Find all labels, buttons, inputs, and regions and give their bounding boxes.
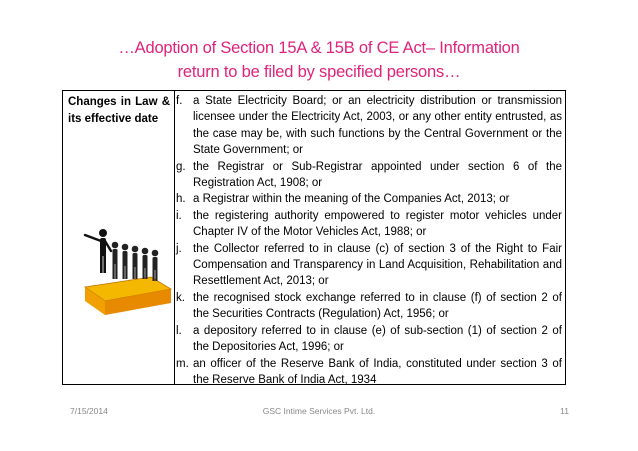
footer-page-number: 11 (560, 406, 569, 416)
item-text: the Registrar or Sub-Registrar appointed under section 6 of the Registration Act, 1908; or (193, 160, 562, 190)
title-line-1: …Adoption of Section 15A & 15B of CE Act– Information (118, 39, 520, 57)
item-marker: j. (176, 242, 182, 255)
item-marker: i. (176, 209, 182, 222)
item-marker: f. (176, 95, 183, 107)
changes-in-law-label: Changes in Law & its effective date (68, 96, 170, 125)
list-item (176, 93, 562, 159)
item-marker: m. (176, 357, 189, 370)
footer-date: 7/15/2014 (70, 406, 108, 416)
item-text: the Collector referred to in clause (c) of section 3 of the Right to Fair Compensation and Transparency in Land Acquisition, Rehabilitation and Resettlement Act, 2013; or (193, 242, 562, 288)
item-text: a State Electricity Board; or an electricity distribution or transmission licensee under the Electricity Act, 2003, or any other entity entrusted, as the case may be, with such functions by the Central Government or the State Government; or (193, 95, 562, 157)
left-column (63, 91, 175, 384)
list-item (176, 241, 562, 290)
item-marker: h. (176, 193, 186, 206)
list-item (176, 356, 562, 389)
item-text: the registering authority empowered to register motor vehicles under Chapter IV of the Motor Vehicles Act, 1988; or (193, 209, 562, 239)
item-marker: l. (176, 324, 182, 337)
item-marker: k. (176, 291, 185, 304)
leader-pointing-figures-icon (81, 211, 173, 321)
item-marker: g. (176, 160, 186, 173)
list-item (176, 159, 562, 192)
content-table (62, 90, 566, 385)
list-item (176, 323, 562, 356)
list-item (176, 290, 562, 323)
item-text: the recognised stock exchange referred to in clause (f) of section 2 of the Securities Contracts (Regulation) Act, 1956; or (193, 291, 562, 321)
list-item (176, 208, 562, 241)
list-item (176, 191, 562, 207)
item-text: a depository referred to in clause (e) of sub-section (1) of section 2 of the Depositories Act, 1996; or (193, 324, 562, 354)
footer-company: GSC Intime Services Pvt. Ltd. (262, 406, 376, 416)
title-line-2: return to be filed by specified persons… (177, 63, 461, 81)
item-text: a Registrar within the meaning of the Companies Act, 2013; or (193, 193, 510, 206)
slide-title (0, 36, 638, 84)
item-text: an officer of the Reserve Bank of India, constituted under section 3 of the Reserve Bank of India Act, 1934 (193, 357, 562, 386)
provisions-list (176, 93, 562, 388)
